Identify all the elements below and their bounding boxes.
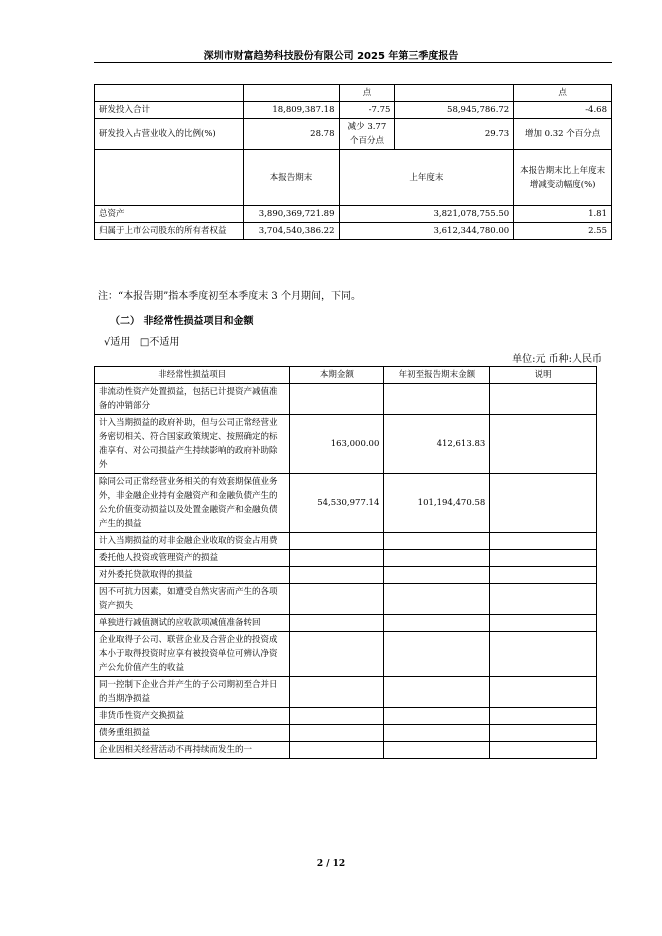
table-row — [95, 725, 597, 742]
item-label: 对外委托贷款取得的损益 — [95, 567, 290, 584]
item-label: 委托他人投资或管理资产的损益 — [95, 550, 290, 567]
current-amount — [290, 742, 384, 759]
table-row — [95, 206, 612, 223]
table-row — [95, 102, 612, 119]
item-label: 同一控制下企业合并产生的子公司期初至合并日的当期净损益 — [95, 677, 290, 708]
current-amount: 163,000.00 — [290, 415, 384, 474]
item-label: 计入当期损益的政府补助，但与公司正常经营业务密切相关、符合国家政策规定、按照确定的标准享有、对公司损益产生持续影响的政府补助除外 — [95, 415, 290, 474]
ytd-amount: 412,613.83 — [384, 415, 490, 474]
item-note — [490, 584, 597, 615]
ytd-amount — [384, 677, 490, 708]
table-cell — [95, 85, 244, 102]
rd-and-assets-table — [94, 84, 612, 240]
table-cell: 3,890,369,721.89 — [243, 206, 339, 223]
item-note — [490, 550, 597, 567]
item-note — [490, 708, 597, 725]
table-row — [95, 584, 597, 615]
current-amount — [290, 632, 384, 677]
unit-currency-line: 单位:元 币种:人民币 — [512, 354, 602, 365]
page-header: 深圳市财富趋势科技股份有限公司 2025 年第三季度报告 — [203, 51, 459, 62]
current-amount — [290, 550, 384, 567]
item-note — [490, 632, 597, 677]
ytd-amount — [384, 550, 490, 567]
item-note — [490, 474, 597, 533]
table-row — [95, 384, 597, 415]
period-note: 注：“本报告期”指本季度初至本季度末 3 个月期间，下同。 — [98, 291, 361, 302]
table-row — [95, 119, 612, 150]
item-note — [490, 567, 597, 584]
ytd-amount — [384, 567, 490, 584]
row-label: 研发投入占营业收入的比例(%) — [95, 119, 244, 150]
item-label: 单独进行减值测试的应收款项减值准备转回 — [95, 615, 290, 632]
table-row — [95, 550, 597, 567]
table-cell: 增加 0.32 个百分点 — [514, 119, 612, 150]
item-label: 企业因相关经营活动不再持续而发生的一 — [95, 742, 290, 759]
table-cell: 28.78 — [243, 119, 339, 150]
item-note — [490, 533, 597, 550]
table-cell — [395, 85, 514, 102]
table-cell: 29.73 — [395, 119, 514, 150]
current-amount — [290, 708, 384, 725]
current-amount — [290, 615, 384, 632]
current-amount — [290, 567, 384, 584]
table-row — [95, 632, 597, 677]
item-label: 非货币性资产交换损益 — [95, 708, 290, 725]
current-amount — [290, 533, 384, 550]
item-label: 企业取得子公司、联营企业及合营企业的投资成本小于取得投资时应享有被投资单位可辨认净资产公允价值产生的收益 — [95, 632, 290, 677]
item-note — [490, 677, 597, 708]
item-label: 债务重组损益 — [95, 725, 290, 742]
item-note — [490, 615, 597, 632]
item-label: 因不可抗力因素，如遭受自然灾害而产生的各项资产损失 — [95, 584, 290, 615]
column-header: 说明 — [490, 367, 597, 384]
table-row — [95, 567, 597, 584]
current-amount — [290, 677, 384, 708]
table-header-row — [95, 150, 612, 206]
table-cell: -4.68 — [514, 102, 612, 119]
ytd-amount — [384, 725, 490, 742]
section-title: （二） 非经常性损益项目和金额 — [110, 316, 254, 327]
current-amount: 54,530,977.14 — [290, 474, 384, 533]
item-label: 非流动性资产处置损益，包括已计提资产减值准备的冲销部分 — [95, 384, 290, 415]
not-applicable-checkbox: □不适用 — [139, 337, 180, 348]
table-cell — [243, 85, 339, 102]
table-cell: 3,704,540,386.22 — [243, 223, 339, 240]
column-header: 本报告期末比上年度末增减变动幅度(%) — [514, 150, 612, 206]
table-cell: 2.55 — [514, 223, 612, 240]
item-note — [490, 415, 597, 474]
item-note — [490, 742, 597, 759]
header-rule — [94, 62, 612, 63]
table-cell: 3,612,344,780.00 — [339, 223, 514, 240]
ytd-amount — [384, 708, 490, 725]
item-note — [490, 725, 597, 742]
ytd-amount — [384, 615, 490, 632]
column-header: 本报告期末 — [243, 150, 339, 206]
table-row — [95, 85, 612, 102]
column-header: 上年度末 — [339, 150, 514, 206]
table-body — [95, 384, 597, 759]
table-header-row — [95, 367, 597, 384]
table-row — [95, 474, 597, 533]
item-label: 计入当期损益的对非金融企业收取的资金占用费 — [95, 533, 290, 550]
table-cell: 58,945,786.72 — [395, 102, 514, 119]
item-note — [490, 384, 597, 415]
table-cell: 点 — [514, 85, 612, 102]
ytd-amount: 101,194,470.58 — [384, 474, 490, 533]
ytd-amount — [384, 384, 490, 415]
applicability-checks — [104, 333, 179, 348]
table-cell: 点 — [339, 85, 395, 102]
table-row — [95, 708, 597, 725]
table-cell: 1.81 — [514, 206, 612, 223]
non-recurring-items-table — [94, 366, 597, 759]
row-label: 研发投入合计 — [95, 102, 244, 119]
applicable-checkbox: √适用 — [104, 337, 131, 348]
table-cell: 3,821,078,755.50 — [339, 206, 514, 223]
page-number: 2 / 12 — [316, 859, 346, 869]
current-amount — [290, 725, 384, 742]
current-amount — [290, 584, 384, 615]
ytd-amount — [384, 632, 490, 677]
table-cell: -7.75 — [339, 102, 395, 119]
table-row — [95, 223, 612, 240]
table-row — [95, 415, 597, 474]
row-label: 归属于上市公司股东的所有者权益 — [95, 223, 244, 240]
column-header: 非经常性损益项目 — [95, 367, 290, 384]
current-amount — [290, 384, 384, 415]
item-label: 除同公司正常经营业务相关的有效套期保值业务外，非金融企业持有金融资产和金融负债产生的公允价值变动损益以及处置金融资产和金融负债产生的损益 — [95, 474, 290, 533]
table-cell: 18,809,387.18 — [243, 102, 339, 119]
ytd-amount — [384, 533, 490, 550]
column-header: 年初至报告期末金额 — [384, 367, 490, 384]
row-label: 总资产 — [95, 206, 244, 223]
table-row — [95, 615, 597, 632]
table-cell: 减少 3.77 个百分点 — [339, 119, 395, 150]
column-header: 本期金额 — [290, 367, 384, 384]
table-row — [95, 533, 597, 550]
table-cell — [95, 150, 244, 206]
ytd-amount — [384, 584, 490, 615]
table-row — [95, 742, 597, 759]
ytd-amount — [384, 742, 490, 759]
table-row — [95, 677, 597, 708]
